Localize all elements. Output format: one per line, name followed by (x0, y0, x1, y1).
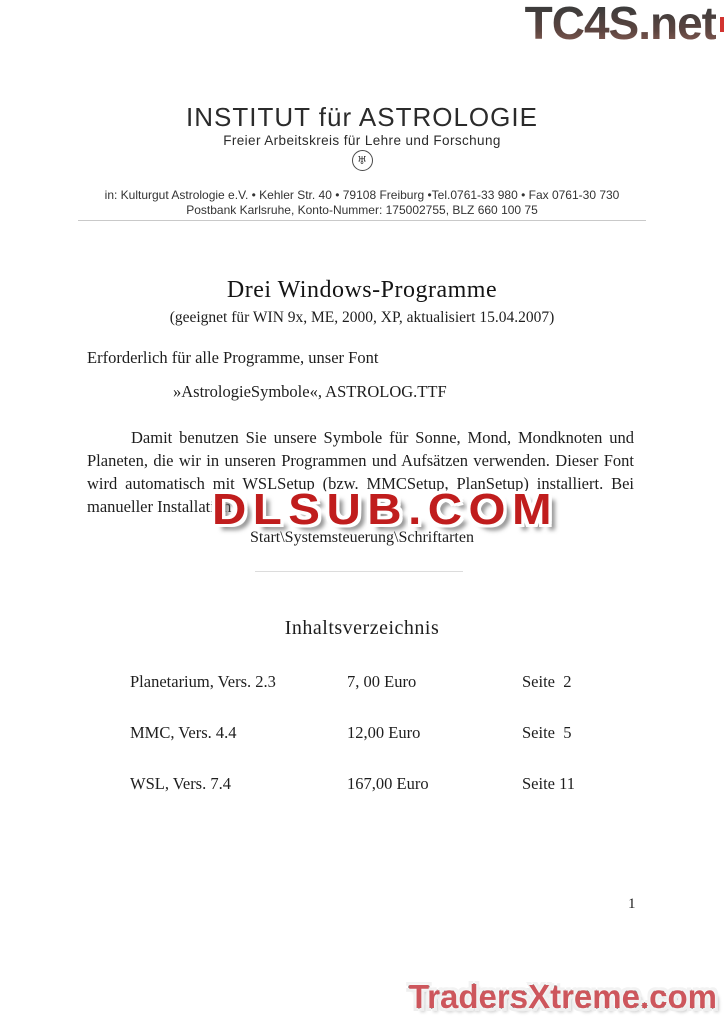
toc-price: 7, 00 Euro (347, 672, 417, 691)
paragraph-line: manueller Installation (87, 497, 232, 516)
paragraph-line: Damit benutzen Sie unsere Symbole für Sonne, Mond, Mondknoten und (131, 428, 634, 447)
red-edge-mark (720, 17, 724, 32)
toc-price: 167,00 Euro (347, 774, 429, 793)
toc-title: Inhaltsverzeichnis (284, 617, 440, 639)
header-rule (78, 220, 646, 221)
institute-name: INSTITUT für ASTROLOGIE (186, 102, 538, 132)
fonts-path-line: Start\Systemsteuerung\Schriftarten (250, 529, 474, 546)
paragraph-line: Planeten, die wir in unseren Programmen und Aufsätzen verwenden. Dieser Font (87, 451, 634, 470)
toc-row (0, 723, 724, 745)
address-line-2: Postbank Karlsruhe, Konto-Nummer: 175002755, BLZ 660 100 75 (186, 203, 538, 217)
toc-page: Seite 2 (522, 672, 572, 691)
toc-page: Seite 11 (522, 774, 576, 793)
tradersxtreme-watermark: TradersXtreme.com (408, 978, 717, 1015)
toc-program: MMC, Vers. 4.4 (130, 723, 237, 742)
doc-title: Drei Windows-Programme (226, 277, 498, 303)
toc-program: Planetarium, Vers. 2.3 (130, 672, 276, 691)
institute-subtitle: Freier Arbeitskreis für Lehre und Forschung (223, 133, 501, 148)
doc-subtitle: (geeignet für WIN 9x, ME, 2000, XP, aktualisiert 15.04.2007) (169, 309, 555, 326)
section-divider (255, 571, 463, 572)
tc4s-watermark: TC4S.net (525, 0, 716, 50)
page-number: 1 (628, 896, 636, 912)
institute-symbol-wrap (0, 150, 724, 171)
toc-row (0, 774, 724, 796)
font-name-line: »AstrologieSymbole«, ASTROLOG.TTF (173, 382, 447, 401)
intro-paragraph: Erforderlich für alle Programme, unser Font (87, 348, 379, 367)
address-line-1: in: Kulturgut Astrologie e.V. • Kehler Str. 40 • 79108 Freiburg •Tel.0761-33 980 • Fax 0761-30 730 (104, 188, 620, 202)
toc-price: 12,00 Euro (347, 723, 421, 742)
institute-symbol-icon: ♅ (352, 150, 373, 171)
toc-row (0, 672, 724, 694)
toc-page: Seite 5 (522, 723, 572, 742)
dlsub-watermark: DLSUB.COM (212, 485, 559, 534)
paragraph-line: wird automatisch mit WSLSetup (bzw. MMCSetup, PlanSetup) installiert. Bei (87, 474, 634, 493)
toc-program: WSL, Vers. 7.4 (130, 774, 231, 793)
